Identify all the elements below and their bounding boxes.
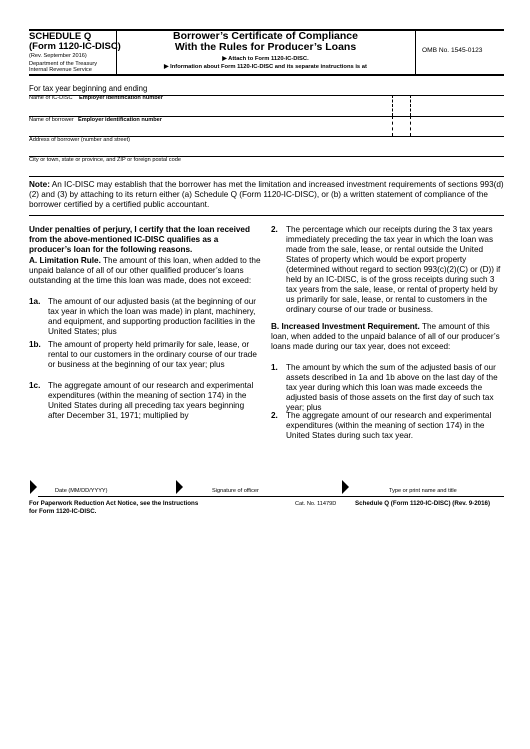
header-divider-right: [415, 29, 416, 74]
note-label: Note:: [29, 180, 50, 189]
disc-name-label: Name of IC-DISC: [29, 95, 73, 101]
name-title-label: Type or print name and title: [389, 488, 457, 494]
ein-box-left-1: [392, 95, 393, 116]
item-b1-number: 1.: [271, 363, 278, 372]
date-label: Date (MM/DD/YYYY): [55, 488, 108, 494]
address-label: Address of borrower (number and street): [29, 137, 131, 143]
address-input[interactable]: [29, 144, 504, 156]
item-2-number: 2.: [271, 225, 278, 234]
borrower-name-label: Name of borrower: [29, 117, 74, 123]
certification-statement: Under penalties of perjury, I certify that the loan received from the above-mentioned IC-DISC qualifies as a producer’s loan for the following reasons.: [29, 225, 250, 254]
ein-box-mid-2: [410, 116, 411, 136]
note-paragraph: [29, 180, 504, 210]
ein-label-1: Employer identification number: [79, 95, 163, 101]
item-1c-text: The aggregate amount of our research and experimental expenditures (within the meaning of section 174) in the United States during all preceding tax years beginning after December 31, 1971; multiplied by: [48, 381, 254, 420]
department-label: Department of the Treasury: [29, 61, 98, 67]
item-1a-number: 1a.: [29, 297, 41, 306]
item-1b-number: 1b.: [29, 340, 41, 349]
irs-label: Internal Revenue Service: [29, 67, 92, 73]
signature-rule: [38, 496, 504, 497]
note-rule: [29, 215, 504, 216]
city-rule: [29, 176, 504, 177]
increased-investment-heading: B. Increased Investment Requirement.: [271, 322, 420, 331]
disc-name-input[interactable]: [29, 102, 392, 116]
arrow-icon: [341, 480, 350, 494]
form-title-line2: With the Rules for Producer’s Loans: [174, 41, 357, 53]
limitation-rule-paragraph: [29, 256, 261, 286]
catalog-number: Cat. No. 11479D: [295, 501, 337, 507]
omb-number: OMB No. 1545-0123: [422, 47, 483, 54]
ein-label-2: Employer identification number: [78, 117, 162, 123]
item-1a-text: The amount of our adjusted basis (at the beginning of our tax year in which the loan was made) in plant, machinery, and equipment, and supporting production facilities in the United States; plus: [48, 297, 257, 336]
arrow-icon: [175, 480, 184, 494]
city-label: City or town, state or province, and ZIP or foreign postal code: [29, 157, 181, 163]
item-b2-number: 2.: [271, 411, 278, 420]
header-bottom-rule: [29, 74, 504, 76]
item-b1-text: The amount by which the sum of the adjusted basis of our assets described in 1a and 1b above on the last day of the tax year during which this loan was made exceeds the adjusted basis of those assets on the first day of such tax year; plus: [286, 363, 498, 412]
borrower-name-input[interactable]: [29, 124, 392, 136]
item-1c-number: 1c.: [29, 381, 41, 390]
form-title-line1: Borrower’s Certificate of Compliance: [173, 30, 358, 42]
arrow-icon: [29, 480, 38, 494]
form-label: (Form 1120-IC-DISC): [29, 41, 121, 52]
limitation-rule-heading: A. Limitation Rule.: [29, 256, 101, 265]
note-text: An IC-DISC may establish that the borrower has met the limitation and increased investment requirements of sections 993(d)(2) and (3) by attaching to its return either (a) Schedule Q (Form 1120-IC-DISC), or (b) a written statement of compliance of the borrower certified by a certified public accountant.: [29, 180, 504, 209]
increased-investment-paragraph: [271, 322, 504, 352]
limitation-rule-text: The amount of this loan, when added to the unpaid balance of all of our other qualified producer’s loans outstanding at the time this loan was made, does not exceed:: [29, 256, 261, 285]
ein-box-left-2: [392, 116, 393, 136]
footer-form-id: Schedule Q (Form 1120-IC-DISC) (Rev. 9-2016): [355, 500, 491, 507]
increased-investment-text: The amount of this loan, when added to the unpaid balance of all of our producer’s loans made during our tax year, does not exceed:: [271, 322, 500, 351]
signature-input[interactable]: [186, 478, 336, 495]
paperwork-notice: For Paperwork Reduction Act Notice, see the Instructions for Form 1120-IC-DISC.: [29, 500, 199, 515]
revision-label: (Rev. September 2016): [29, 53, 87, 59]
item-2-text: The percentage which our receipts during the 3 tax years immediately preceding the tax year in which the loan was made from the sale, lease, or rental outside the United States of property which would be export property (determined without regard to section 993(c)(2)(C) or (D)) if held by an IC-DISC, is of the gross receipts during such 3 tax years from the sale, lease, or rental of property held by us primarily for sale, lease, or rental to customers in the ordinary course of our trade or business.: [286, 225, 501, 314]
item-1b-text: The amount of property held primarily for sale, lease, or rental to our customers in the ordinary course of our trade or business at the beginning of our tax year; plus: [48, 340, 257, 369]
tax-year-line: For tax year beginning and ending: [29, 84, 148, 93]
officer-signature-label: Signature of officer: [212, 488, 259, 494]
item-b2-text: The aggregate amount of our research and experimental expenditures (within the meaning of section 174) in the United States during such tax year.: [286, 411, 492, 440]
schedule-label: SCHEDULE Q: [29, 31, 92, 42]
info-instruction: ▶ Information about Form 1120-IC-DISC and its separate instructions is at: [164, 64, 367, 70]
attach-instruction: ▶ Attach to Form 1120-IC-DISC.: [222, 56, 309, 62]
ein-box-mid-1: [410, 95, 411, 116]
city-input[interactable]: [29, 164, 504, 176]
